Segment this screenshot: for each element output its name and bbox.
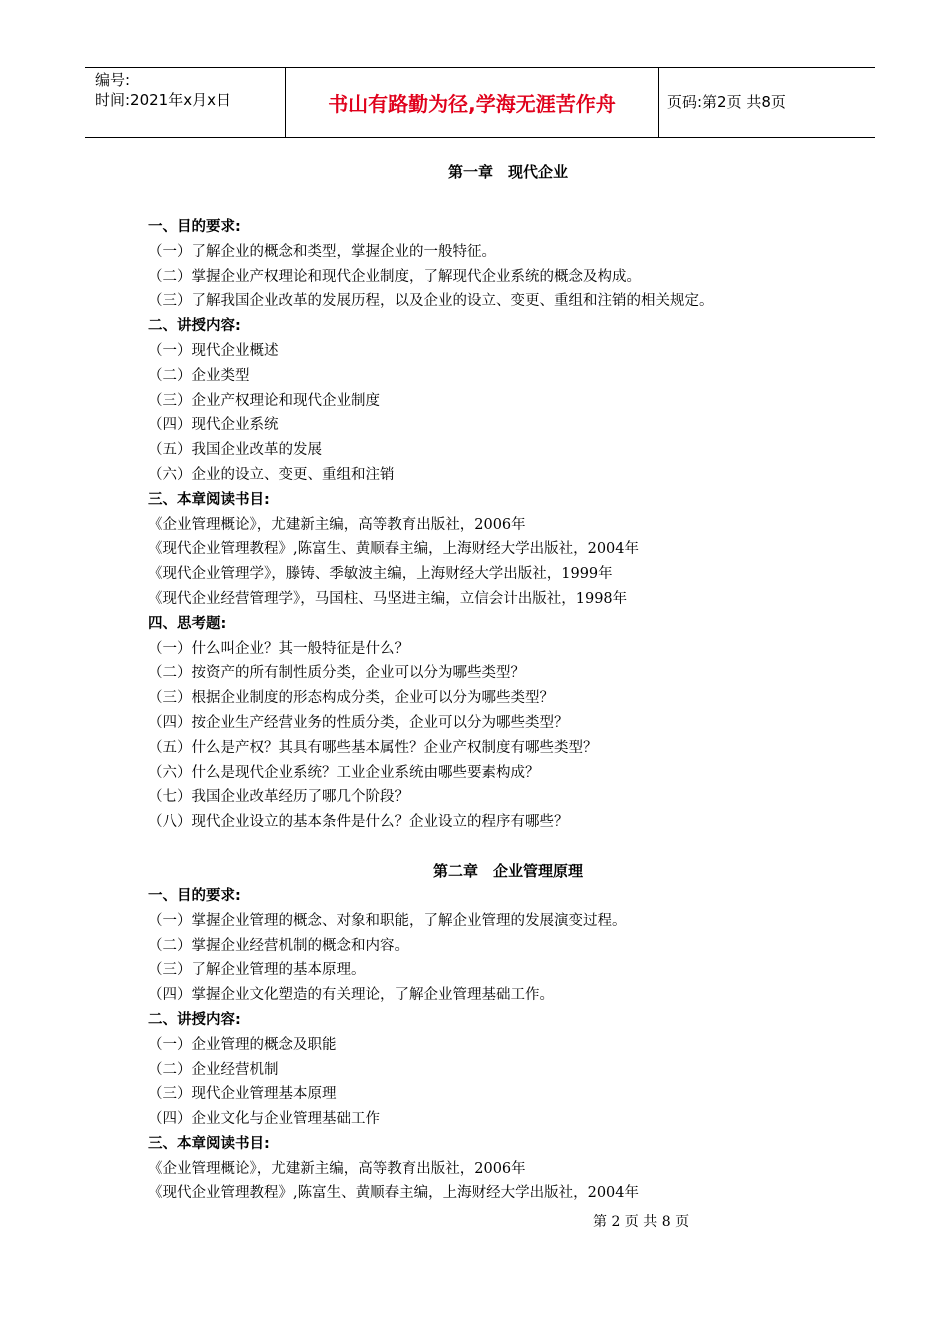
ch1-question-item: （五）什么是产权？其具有哪些基本属性？企业产权制度有哪些类型？ — [148, 739, 598, 756]
ch2-objective-item: （三）了解企业管理的基本原理。 — [148, 962, 366, 979]
ch1-content-item: （六）企业的设立、变更、重组和注销 — [148, 466, 395, 483]
ch2-section-objectives-title: 一、目的要求: — [148, 887, 241, 904]
ch1-objective-item: （三）了解我国企业改革的发展历程，以及企业的设立、变更、重组和注销的相关规定。 — [148, 293, 714, 310]
ch1-content-item: （二）企业类型 — [148, 367, 250, 384]
ch1-content-item: （五）我国企业改革的发展 — [148, 442, 322, 459]
ch1-content-item: （一）现代企业概述 — [148, 342, 279, 359]
ch1-reading-item: 《企业管理概论》，尤建新主编，高等教育出版社，2006年 — [148, 516, 526, 533]
ch1-section-objectives-title: 一、目的要求: — [148, 219, 241, 235]
ch1-reading-item: 《现代企业管理教程》,陈富生、黄顺春主编，上海财经大学出版社，2004年 — [148, 541, 640, 558]
ch2-reading-item: 《企业管理概论》，尤建新主编，高等教育出版社，2006年 — [148, 1160, 526, 1177]
ch2-content-item: （三）现代企业管理基本原理 — [148, 1086, 337, 1103]
chapter-1-title: 第一章 现代企业 — [447, 163, 568, 181]
page-footer: 第 2 页 共 8 页 — [593, 1214, 690, 1230]
ch1-question-item: （一）什么叫企业？其一般特征是什么？ — [148, 640, 409, 657]
ch2-section-content-title: 二、讲授内容: — [148, 1011, 241, 1028]
ch1-question-item: （二）按资产的所有制性质分类，企业可以分为哪些类型？ — [148, 665, 525, 682]
document-body — [148, 160, 838, 1206]
ch1-content-item: （三）企业产权理论和现代企业制度 — [148, 392, 380, 409]
ch1-section-content-title: 二、讲授内容: — [148, 318, 241, 335]
ch1-reading-item: 《现代企业管理学》，滕铸、季敏波主编，上海财经大学出版社，1999年 — [148, 566, 613, 583]
chapter-2-title: 第二章 企业管理原理 — [432, 861, 583, 880]
ch2-content-item: （一）企业管理的概念及职能 — [148, 1036, 337, 1053]
header-time-label: 时间:2021年x月x日 — [95, 91, 231, 109]
header-motto: 书山有路勤为径,学海无涯苦作舟 — [285, 68, 659, 137]
ch1-question-item: （七）我国企业改革经历了哪几个阶段？ — [148, 789, 409, 806]
ch1-question-item: （八）现代企业设立的基本条件是什么？企业设立的程序有哪些？ — [148, 814, 569, 831]
ch2-section-reading-title: 三、本章阅读书目: — [148, 1135, 270, 1152]
ch1-section-questions-title: 四、思考题: — [148, 615, 227, 632]
ch2-objective-item: （一）掌握企业管理的概念、对象和职能，了解企业管理的发展演变过程。 — [148, 912, 627, 929]
ch1-objective-item: （二）掌握企业产权理论和现代企业制度，了解现代企业系统的概念及构成。 — [148, 268, 641, 285]
ch2-objective-item: （二）掌握企业经营机制的概念和内容。 — [148, 937, 409, 954]
ch2-objective-item: （四）掌握企业文化塑造的有关理论，了解企业管理基础工作。 — [148, 987, 554, 1004]
ch1-objective-item: （一）了解企业的概念和类型，掌握企业的一般特征。 — [148, 243, 496, 260]
ch1-question-item: （四）按企业生产经营业务的性质分类，企业可以分为哪些类型？ — [148, 714, 569, 731]
ch1-question-item: （六）什么是现代企业系统？工业企业系统由哪些要素构成？ — [148, 764, 540, 781]
header-page-code: 页码:第2页 共8页 — [667, 93, 786, 111]
ch2-content-item: （四）企业文化与企业管理基础工作 — [148, 1111, 380, 1128]
page-header — [85, 67, 875, 138]
ch1-reading-item: 《现代企业经营管理学》，马国柱、马坚进主编，立信会计出版社，1998年 — [148, 590, 628, 607]
ch1-question-item: （三）根据企业制度的形态构成分类，企业可以分为哪些类型？ — [148, 690, 554, 707]
ch2-reading-item: 《现代企业管理教程》,陈富生、黄顺春主编，上海财经大学出版社，2004年 — [148, 1185, 640, 1202]
ch2-content-item: （二）企业经营机制 — [148, 1061, 279, 1078]
ch1-section-reading-title: 三、本章阅读书目: — [148, 491, 270, 508]
header-meta — [95, 70, 285, 110]
header-number-label: 编号: — [95, 71, 131, 89]
ch1-content-item: （四）现代企业系统 — [148, 417, 279, 434]
